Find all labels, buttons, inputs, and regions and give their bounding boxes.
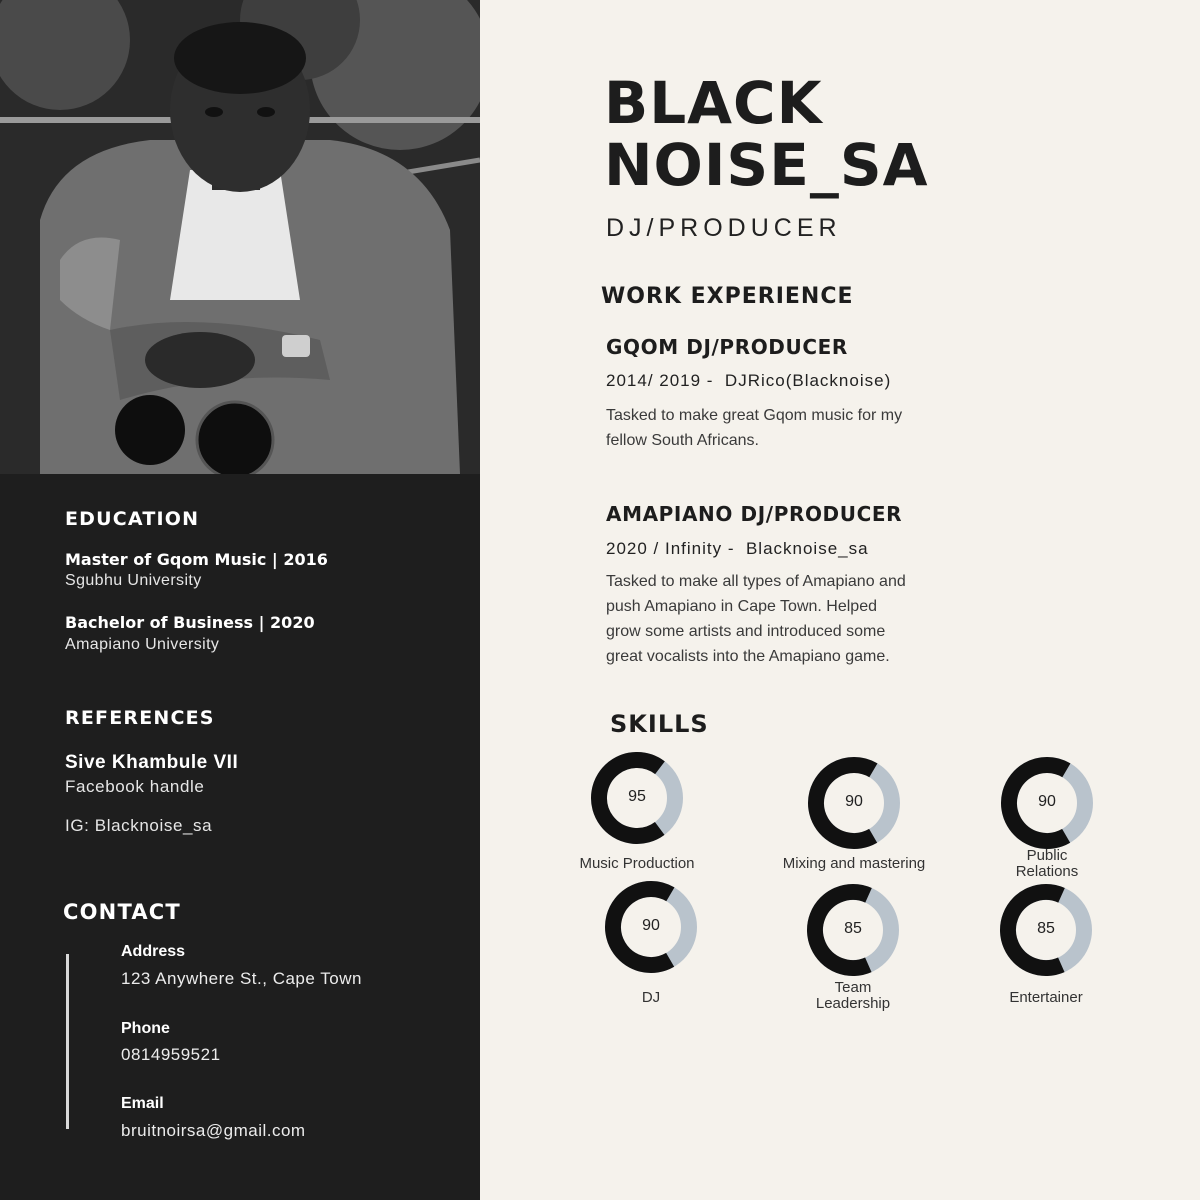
skill-value: 85 (844, 920, 862, 937)
job-2-meta: 2020 / Infinity - Blacknoise_sa (606, 539, 869, 558)
skill-label-line: Mixing and mastering (782, 855, 926, 872)
skill-value: 90 (1038, 793, 1056, 810)
skill-value: 85 (1037, 920, 1055, 937)
contact-divider (66, 954, 69, 1129)
reference-name: Sive Khambule VII (65, 752, 239, 773)
job-2-description (606, 569, 1006, 669)
name-line-1: BLACK (604, 69, 823, 137)
job-1-desc-line: Tasked to make great Gqom music for my (606, 407, 903, 424)
skill-label (753, 980, 953, 1012)
job-2-desc-line: push Amapiano in Cape Town. Helped (606, 598, 877, 615)
reference-facebook: Facebook handle (65, 777, 205, 796)
education-school-2: Amapiano University (65, 636, 220, 653)
profile-photo (0, 0, 480, 474)
job-1-meta: 2014/ 2019 - DJRico(Blacknoise) (606, 371, 892, 390)
education-degree-2: Bachelor of Business | 2020 (65, 613, 315, 632)
job-2-desc-line: grow some artists and introduced some (606, 623, 886, 640)
role-subtitle: DJ/PRODUCER (606, 214, 842, 242)
skill-label (754, 856, 954, 872)
education-degree-1: Master of Gqom Music | 2016 (65, 550, 328, 569)
skill-value: 90 (845, 793, 863, 810)
skill-value: 90 (642, 917, 660, 934)
address-value: 123 Anywhere St., Cape Town (121, 969, 362, 988)
skill-value: 95 (628, 788, 646, 805)
job-2-desc-line: great vocalists into the Amapiano game. (606, 648, 890, 665)
job-1-title: GQOM DJ/PRODUCER (606, 335, 848, 359)
work-experience-heading: WORK EXPERIENCE (601, 284, 854, 309)
skill-label (947, 848, 1147, 880)
skill-label-line: Entertainer (1009, 989, 1083, 1006)
skill-label-line: Music Production (579, 855, 695, 872)
skill-label (551, 990, 751, 1006)
education-heading: EDUCATION (65, 508, 200, 530)
skill-label-line: Team (834, 979, 872, 996)
job-2-desc-line: Tasked to make all types of Amapiano and (606, 573, 906, 590)
skill-label-line: Leadership (815, 995, 891, 1012)
address-label: Address (121, 943, 186, 960)
phone-value[interactable]: 0814959521 (121, 1045, 221, 1064)
profile-photo-illustration (0, 0, 480, 474)
skills-heading: SKILLS (610, 710, 709, 738)
sidebar (0, 0, 480, 1200)
email-value[interactable]: bruitnoirsa@gmail.com (121, 1121, 306, 1140)
job-1-description (606, 403, 1006, 453)
education-school-1: Sgubhu University (65, 572, 202, 589)
skill-label (946, 990, 1146, 1006)
skill-label-line: DJ (641, 989, 661, 1006)
name-title (604, 69, 929, 199)
contact-heading: CONTACT (63, 900, 181, 924)
references-heading: REFERENCES (65, 707, 215, 729)
skill-label (537, 856, 737, 872)
job-2-title: AMAPIANO DJ/PRODUCER (606, 502, 903, 526)
skill-label-line: Relations (1015, 863, 1079, 880)
skill-label-line: Public (1026, 847, 1068, 864)
email-label: Email (121, 1095, 164, 1112)
name-line-2: NOISE_SA (604, 131, 929, 199)
phone-label: Phone (121, 1020, 170, 1037)
job-1-desc-line: fellow South Africans. (606, 432, 759, 449)
reference-instagram: IG: Blacknoise_sa (65, 816, 213, 835)
